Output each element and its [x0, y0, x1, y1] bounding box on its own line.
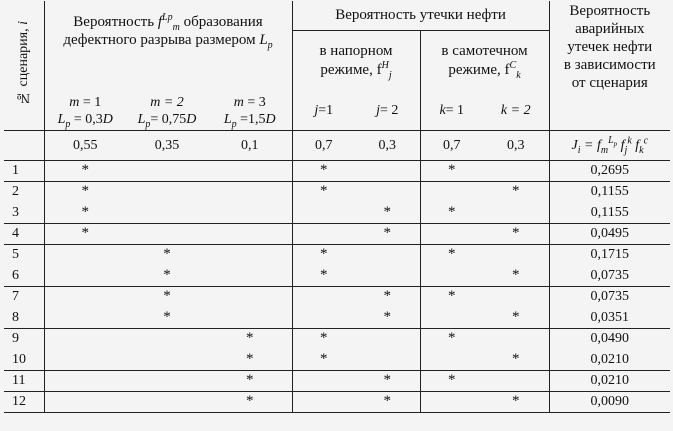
cell-m3: *	[208, 328, 292, 349]
accident-probability: 0,2695	[549, 160, 670, 181]
cell-j2: *	[355, 370, 420, 391]
accident-prob-header: Вероятность аварийных утечек нефти в зависимости от сценария	[563, 3, 656, 91]
cell-k1	[420, 223, 483, 244]
accident-probability: 0,1155	[549, 202, 670, 223]
cell-k1: *	[420, 370, 483, 391]
cell-k1	[420, 181, 483, 202]
cell-m3: *	[208, 391, 292, 412]
cell-k2: *	[483, 307, 549, 328]
cell-j1	[292, 286, 355, 307]
cell-j2	[355, 181, 420, 202]
accident-probability: 0,0735	[590, 289, 630, 305]
cell-m1: *	[44, 223, 126, 244]
cell-m1	[44, 349, 126, 370]
accident-probability: 0,1715	[590, 247, 630, 263]
cell-k2	[483, 286, 549, 307]
accident-probability: 0,1155	[590, 184, 629, 200]
m3-header: m = 3 $L_p =1,5D$	[208, 92, 292, 130]
cell-m3	[208, 223, 292, 244]
pressure-mode-header: в напорном режиме, $f^H_j$	[292, 30, 420, 92]
prob-m3: 0,1	[208, 130, 292, 160]
table-wrapper	[4, 1, 670, 413]
accident-probability: 0,0490	[590, 331, 630, 347]
table-row	[4, 286, 670, 307]
cell-m2	[126, 391, 208, 412]
j1-header: j=1	[292, 92, 355, 130]
scenario-number: 4	[4, 223, 44, 244]
cell-k1	[420, 307, 483, 328]
cell-j2	[355, 160, 420, 181]
cell-m2	[126, 202, 208, 223]
cell-j2: *	[355, 223, 420, 244]
accident-probability: 0,0210	[549, 349, 670, 370]
cell-m3	[208, 181, 292, 202]
cell-m2	[126, 160, 208, 181]
defect-prob-header	[44, 1, 292, 92]
table-row	[4, 391, 670, 412]
cell-m1: *	[44, 202, 126, 223]
cell-j1: *	[292, 265, 355, 286]
cell-j1: *	[292, 349, 355, 370]
cell-j2: *	[355, 286, 420, 307]
cell-k2	[483, 370, 549, 391]
cell-m2: *	[126, 265, 208, 286]
scenario-number: 10	[4, 349, 44, 370]
cell-j1	[292, 202, 355, 223]
cell-j1	[292, 370, 355, 391]
scenario-number: 12	[4, 391, 44, 412]
cell-m1: *	[81, 183, 89, 200]
data-rows	[4, 160, 670, 412]
table-row	[4, 265, 670, 286]
table-row	[4, 202, 670, 223]
cell-j2: *	[355, 391, 420, 412]
cell-k2: *	[483, 181, 549, 202]
defect-prob-title-line1: Вероятность $f^{Lp}_m$ образования	[73, 12, 263, 33]
cell-k2	[483, 328, 549, 349]
table-row	[4, 244, 670, 265]
cell-j1: *	[292, 160, 355, 181]
cell-k2	[483, 160, 549, 181]
probability-row	[4, 130, 670, 160]
cell-j1	[292, 307, 355, 328]
cell-m2: *	[163, 246, 171, 263]
table-row	[4, 223, 670, 244]
cell-m3	[208, 307, 292, 328]
cell-m1	[44, 370, 126, 391]
scenario-number: 5	[4, 244, 44, 265]
cell-m1	[44, 265, 126, 286]
scenario-number: 3	[4, 202, 44, 223]
cell-m3: *	[208, 349, 292, 370]
prob-m1: 0,55	[44, 130, 126, 160]
cell-m3	[208, 202, 292, 223]
j2-header: j= 2	[355, 92, 420, 130]
cell-j2	[355, 244, 420, 265]
cell-m3	[208, 265, 292, 286]
cell-k1: *	[420, 160, 483, 181]
cell-m2	[126, 223, 208, 244]
scenario-number: 2	[4, 181, 44, 202]
table-row	[4, 181, 670, 202]
cell-k1: *	[420, 202, 483, 223]
cell-m1	[44, 391, 126, 412]
cell-m2: *	[126, 307, 208, 328]
prob-j1: 0,7	[292, 130, 355, 160]
cell-m2	[126, 370, 208, 391]
scenario-number: 11	[4, 370, 44, 391]
cell-m1: *	[44, 160, 126, 181]
prob-k1: 0,7	[420, 130, 483, 160]
cell-m3	[208, 286, 292, 307]
gravity-mode-header: в самотечном режиме, $f^C_k$	[420, 30, 549, 92]
J-formula: $J_i = f_m^{L_p}$ $f_j^k$ $f_k^c$	[549, 130, 670, 160]
scenario-number: 6	[4, 265, 44, 286]
cell-k1: *	[448, 288, 456, 305]
cell-m3	[208, 244, 292, 265]
cell-k1	[420, 265, 483, 286]
cell-j1: *	[320, 246, 328, 263]
cell-j2	[355, 265, 420, 286]
cell-m3	[208, 160, 292, 181]
cell-k2	[483, 202, 549, 223]
cell-m2: *	[163, 288, 171, 305]
table-row	[4, 328, 670, 349]
cell-m2	[126, 328, 208, 349]
cell-k2: *	[483, 223, 549, 244]
table-row	[4, 160, 670, 181]
cell-k2: *	[483, 391, 549, 412]
header-row-1	[4, 1, 670, 30]
scenario-probability-table	[4, 1, 670, 413]
scenario-number: 8	[4, 307, 44, 328]
cell-j2	[355, 349, 420, 370]
prob-m2: 0,35	[126, 130, 208, 160]
cell-k2: *	[483, 349, 549, 370]
accident-probability: 0,0351	[549, 307, 670, 328]
scenario-header-cell	[4, 1, 44, 130]
cell-k2	[483, 244, 549, 265]
cell-k1: *	[448, 330, 456, 347]
scenario-number: 1	[4, 160, 44, 181]
cell-m1	[44, 286, 126, 307]
m1-header: m = 1 $L_p = 0,3D$	[44, 92, 126, 130]
cell-m3: *	[208, 370, 292, 391]
cell-j2: *	[355, 307, 420, 328]
accident-probability: 0,0090	[549, 391, 670, 412]
scenario-number: 9	[4, 328, 44, 349]
prob-k2: 0,3	[483, 130, 549, 160]
cell-m1	[44, 307, 126, 328]
cell-j1: *	[320, 183, 328, 200]
defect-prob-title-line2: дефектного разрыва размером $L_p$	[63, 32, 273, 51]
k2-header: k = 2	[483, 92, 549, 130]
cell-j1	[292, 223, 355, 244]
J-formula-header	[549, 92, 670, 130]
cell-k2: *	[483, 265, 549, 286]
cell-j1: *	[320, 330, 328, 347]
prob-j2: 0,3	[355, 130, 420, 160]
table-row	[4, 370, 670, 391]
scenario-number: 7	[4, 286, 44, 307]
accident-probability: 0,0495	[549, 223, 670, 244]
scenario-header: № сценария, i	[16, 20, 32, 105]
leak-prob-header: Вероятность утечки нефти	[292, 1, 549, 30]
cell-k1	[420, 391, 483, 412]
k1-header: k= 1	[420, 92, 483, 130]
table-row	[4, 307, 670, 328]
accident-probability: 0,0735	[549, 265, 670, 286]
cell-k1	[420, 349, 483, 370]
cell-m2	[126, 349, 208, 370]
cell-m1	[44, 328, 126, 349]
accident-probability: 0,0210	[549, 370, 670, 391]
cell-j1	[292, 391, 355, 412]
prob-empty-cell	[4, 130, 44, 160]
cell-k1: *	[448, 246, 456, 263]
table-row	[4, 349, 670, 370]
header-row-3	[4, 92, 670, 130]
cell-m2	[126, 181, 208, 202]
cell-j2	[355, 328, 420, 349]
cell-m1	[44, 244, 126, 265]
cell-j2: *	[355, 202, 420, 223]
m2-header: m = 2 $L_p= 0,75D$	[126, 92, 208, 130]
